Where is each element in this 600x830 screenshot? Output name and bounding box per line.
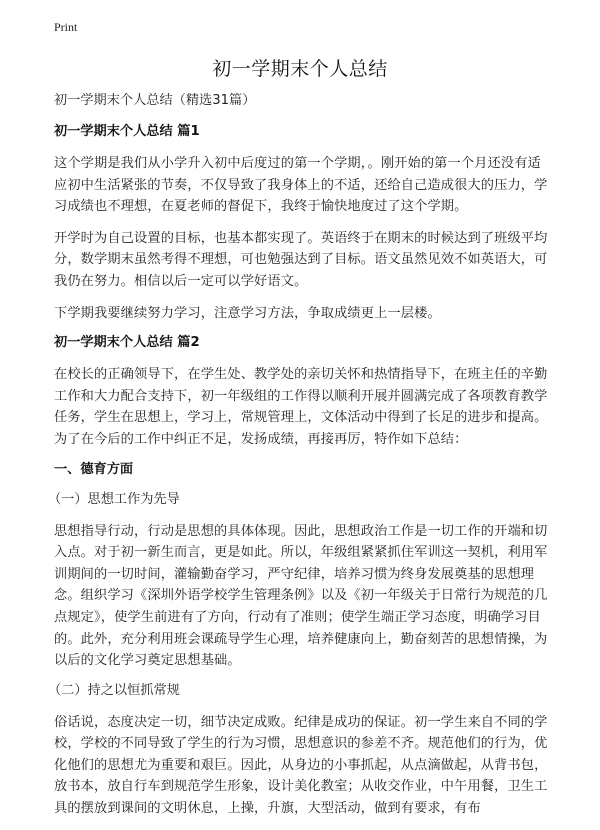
section-heading: 初一学期末个人总结 篇1 <box>54 124 200 139</box>
print-label: Print <box>54 20 78 34</box>
paragraph: 下学期我要继续努力学习，注意学习方法，争取成绩更上一层楼。 <box>54 305 441 321</box>
page-title: 初一学期末个人总结 <box>212 58 388 80</box>
paragraph: 思想指导行动，行动是思想的具体体现。因此，思想政治工作是一切工作的开端和切入点。对于初一新生而言，更是如此。所以，年级组紧紧抓住军训这一契机，利用军训期间的一切时间，灌输勤奋学习，严守纪律，培养习惯为终身发展奠基的思想理念。组织学习《深圳外语学校学生管理条例》以及《初一年级关于日常行为规范的几点规定》，使学生前进有了方向，行动有了准则；使学生端正学习态度，明确学习目的。此外，充分利用班会课疏导学生心理，培养健康向上，勤奋刻苦的思想情操，为以后的文化学习奠定思想基础。 <box>54 523 548 669</box>
paragraph: 在校长的正确领导下，在学生处、教学处的亲切关怀和热情指导下，在班主任的辛勤工作和大力配合支持下，初一年级组的工作得以顺利开展并圆满完成了各项教育教学任务，学生在思想上，学习上，常规管理上，文体活动中得到了长足的进步和提高。为了在今后的工作中纠正不足，发扬成绩，再接再厉，特作如下总结： <box>54 367 548 447</box>
paragraph: 这个学期是我们从小学升入初中后度过的第一个学期，。刚开始的第一个月还没有适应初中生活紧张的节奏，不仅导致了我身体上的不适，还给自己造成很大的压力，学习成绩也不理想，在夏老师的督促下，我终于愉快地度过了这个学期。 <box>54 156 548 215</box>
paragraph: 俗话说，态度决定一切，细节决定成败。纪律是成功的保证。初一学生来自不同的学校，学校的不同导致了学生的行为习惯，思想意识的参差不齐。规范他们的行为，优化他们的思想尤为重要和艰巨。因此，从身边的小事抓起，从点滴做起，从背书包，放书本，放自行车到规范学生形象，设计美化教室；从收交作业，中午用餐，卫生工具的摆放到课间的文明休息，上操，升旗，大型活动，做到有要求，有布 <box>54 714 548 817</box>
document-subtitle: 初一学期末个人总结（精选31篇） <box>54 93 256 108</box>
section-heading: 初一学期末个人总结 篇2 <box>54 335 200 351</box>
document-body <box>48 92 554 830</box>
paragraph: 开学时为自己设置的目标，也基本都实现了。英语终于在期末的时候达到了班级平均分，数学期末虽然考得不理想，可也勉强达到了目标。语文虽然见效不如英语大，可我仍在努力。相信以后一定可以学好语文。 <box>54 230 548 289</box>
subsection-heading: 一、德育方面 <box>54 461 134 477</box>
item-heading: （二）持之以恒抓常规 <box>48 682 180 698</box>
item-heading: （一）思想工作为先导 <box>48 491 180 507</box>
section-2 <box>48 334 554 820</box>
section-1 <box>54 123 554 324</box>
